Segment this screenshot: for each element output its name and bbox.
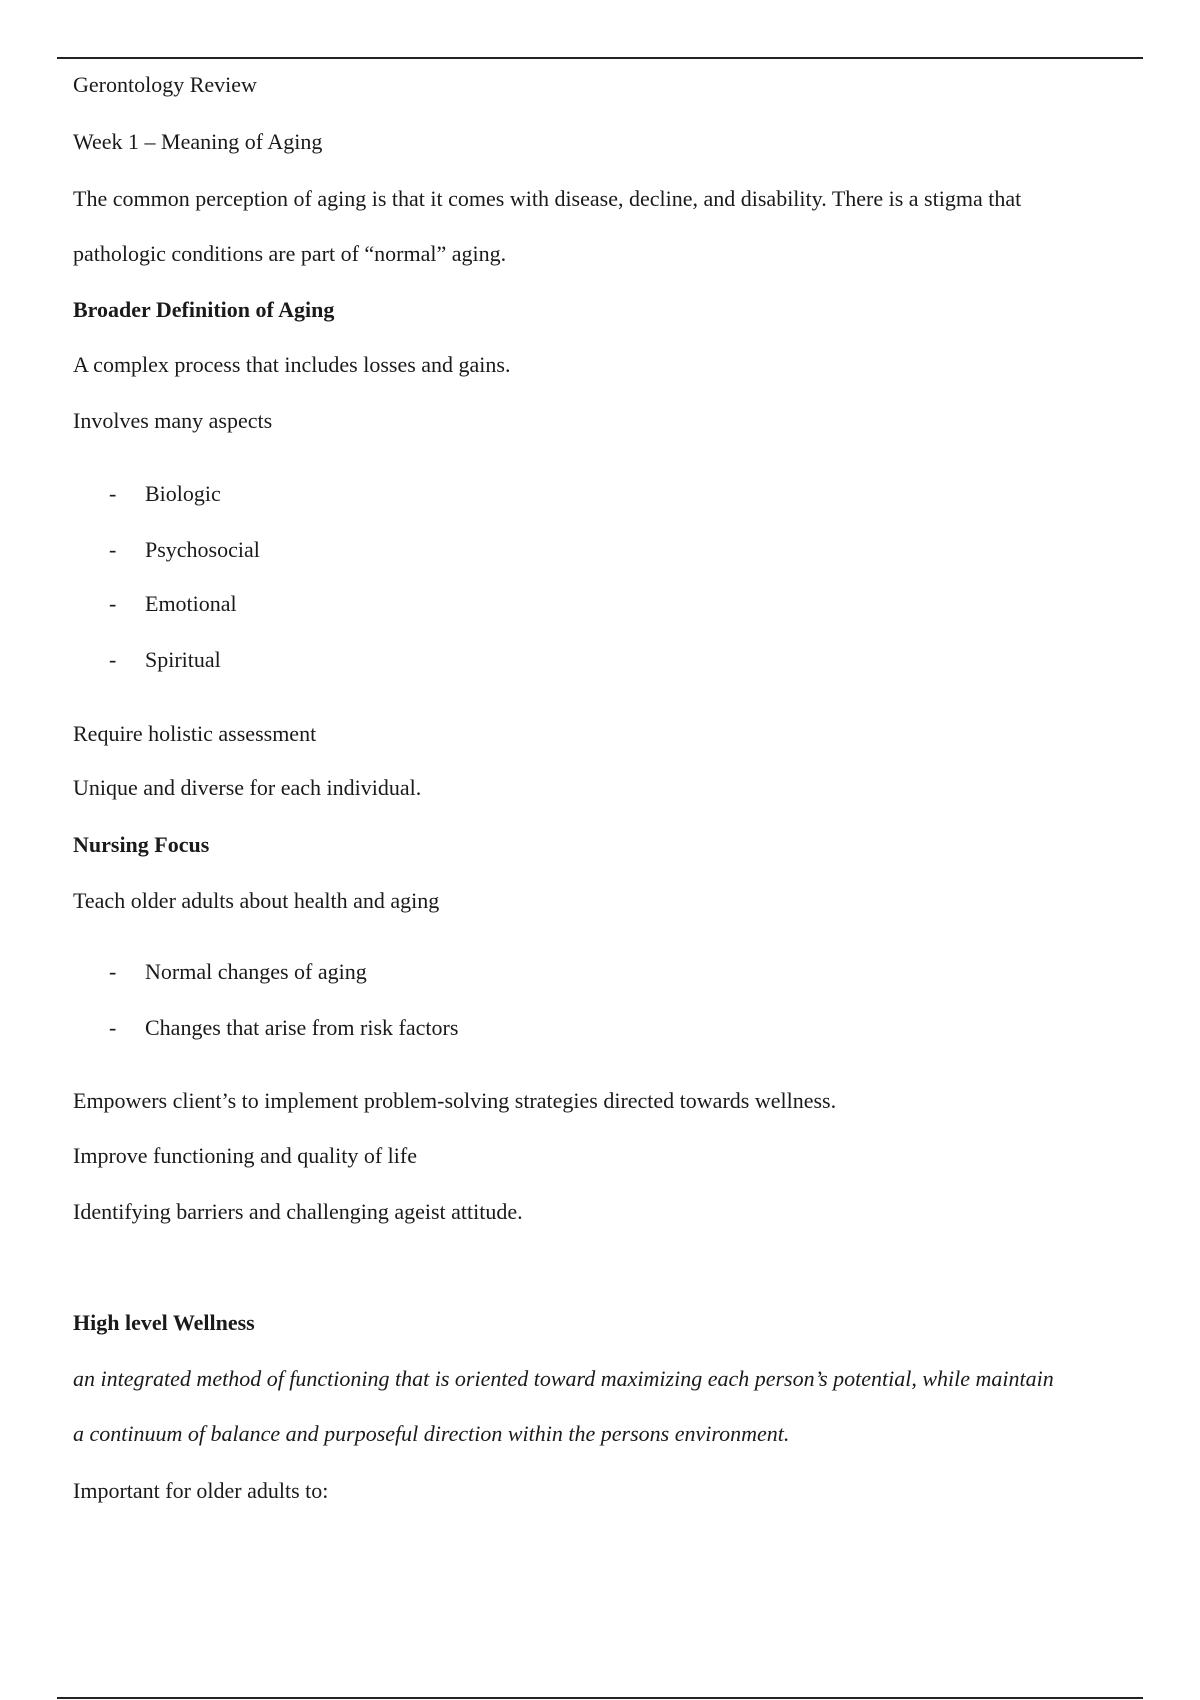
broader-text-line-4: Unique and diverse for each individual. [73, 775, 422, 800]
bullet-marker: - [109, 591, 117, 616]
bullet-marker: - [109, 647, 117, 672]
section-heading-nursing-focus: Nursing Focus [73, 832, 210, 857]
section-heading-high-level-wellness: High level Wellness [73, 1310, 255, 1335]
document-title: Gerontology Review [73, 72, 257, 97]
nursing-text-line-1: Teach older adults about health and aging [73, 888, 440, 913]
bullet-marker: - [109, 537, 117, 562]
bullet-marker: - [109, 481, 117, 506]
intro-text-line-2: pathologic conditions are part of “normal” aging. [73, 241, 507, 266]
intro-text-line-1: The common perception of aging is that it comes with disease, decline, and disability. There is a stigma that [73, 186, 1022, 211]
bottom-rule [57, 1697, 1143, 1699]
bullet-marker: - [109, 1015, 117, 1040]
wellness-definition-line-2: a continuum of balance and purposeful direction within the persons environment. [73, 1421, 790, 1446]
top-rule [57, 57, 1143, 59]
wellness-definition-line-1: an integrated method of functioning that is oriented toward maximizing each person’s potential, while maintain [73, 1366, 1054, 1391]
broader-text-line-1: A complex process that includes losses and gains. [73, 352, 511, 377]
list-item-risk-factor-changes: Changes that arise from risk factors [145, 1015, 459, 1040]
wellness-text-line-1: Important for older adults to: [73, 1478, 329, 1503]
broader-text-line-2: Involves many aspects [73, 408, 273, 433]
section-heading-broader-definition: Broader Definition of Aging [73, 297, 335, 322]
nursing-text-line-2: Empowers client’s to implement problem-solving strategies directed towards wellness. [73, 1088, 837, 1113]
bullet-marker: - [109, 959, 117, 984]
week-heading: Week 1 – Meaning of Aging [73, 129, 323, 154]
nursing-text-line-4: Identifying barriers and challenging ageist attitude. [73, 1199, 523, 1224]
nursing-text-line-3: Improve functioning and quality of life [73, 1143, 417, 1168]
list-item-spiritual: Spiritual [145, 647, 221, 672]
list-item-biologic: Biologic [145, 481, 221, 506]
list-item-normal-changes: Normal changes of aging [145, 959, 367, 984]
list-item-emotional: Emotional [145, 591, 237, 616]
broader-text-line-3: Require holistic assessment [73, 721, 317, 746]
list-item-psychosocial: Psychosocial [145, 537, 260, 562]
